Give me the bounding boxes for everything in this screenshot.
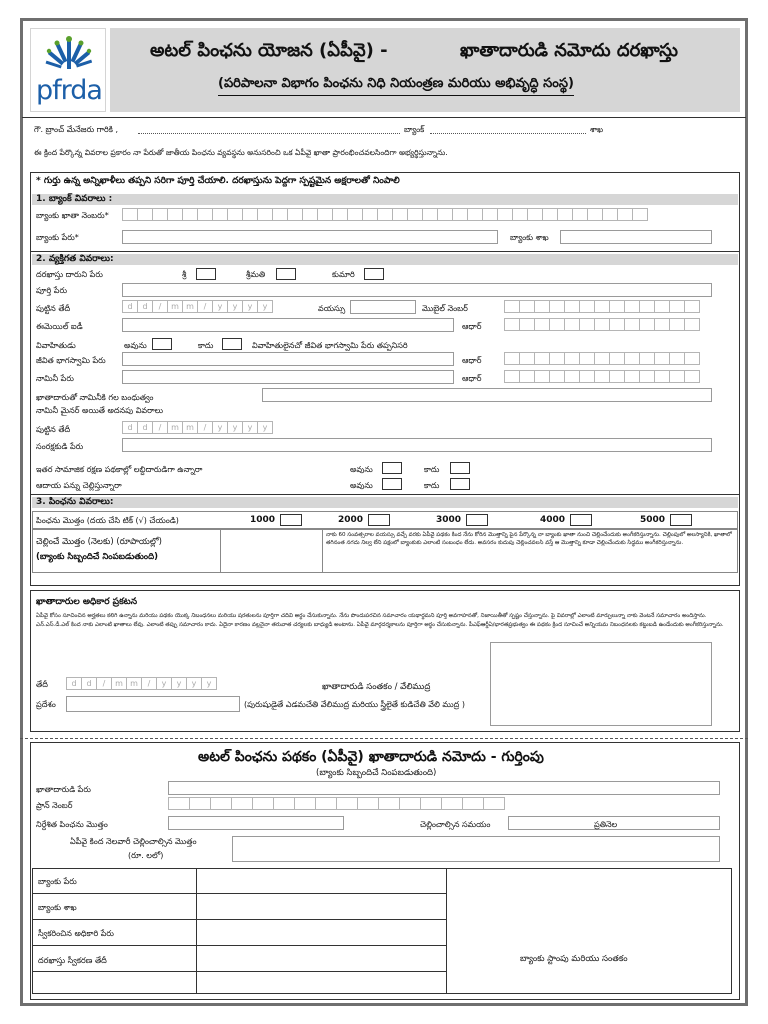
dob-cells[interactable]: d d / m m / y y y y [122, 300, 272, 313]
nominee-name-field[interactable] [122, 370, 454, 384]
bank-name-line[interactable] [138, 133, 400, 134]
payment-monthly: ప్రతినెల [594, 820, 618, 829]
age-label: వయస్సు [318, 304, 346, 313]
title-srimathi-label: శ్రీమతి [246, 270, 266, 279]
logo-flower-icon [31, 29, 107, 79]
amount-4000-checkbox[interactable] [570, 514, 592, 526]
nominee-aadhaar-label: ఆధార్ [462, 374, 482, 383]
other-scheme-yes-label: అవును [350, 465, 373, 474]
bank-name-label: బ్యాంకు పేరు* [36, 233, 79, 242]
married-yes-checkbox[interactable] [152, 338, 172, 350]
thumb-note: (పురుషుడైతే ఎడమచేతి వేలిముద్ర మరియు స్త్రీలైతే కుడిచేతి వేలి ముద్ర ) [244, 700, 465, 709]
amount-3000-checkbox[interactable] [466, 514, 488, 526]
received-date-label: దరఖాస్తు స్వీకరణ తేదీ [38, 956, 107, 965]
amount-1000-label: 1000 [250, 515, 276, 525]
bank-branch-label: బ్యాంకు శాఖ [510, 233, 549, 242]
pran-cells[interactable] [168, 797, 504, 810]
amount-1000-checkbox[interactable] [280, 514, 302, 526]
divider [32, 945, 446, 946]
title-sri-checkbox[interactable] [196, 268, 216, 280]
nominee-name-label: నామినీ పేరు [36, 374, 74, 383]
aadhaar-label: ఆధార్ [462, 322, 482, 331]
declaration-date-label: తేదీ [36, 680, 48, 689]
request-text: ఈ క్రింద పేర్కొన్న వివరాల ప్రకారం నా పేరుతో జాతీయ పింఛను వ్యవస్థను అనుసరించి ఒక ఏపీవై ఖాతా ప్రారంభించవలసిందిగా అభ్యర్థిస్తున్నాను. [34, 148, 448, 157]
ack-holder-name-label: ఖాతాదారుడి పేరు [36, 785, 91, 794]
logo-text: pfrda [36, 75, 102, 106]
addressee-label: గౌ. బ్రాంచ్ మేనేజరు గారికి , [34, 125, 119, 134]
contribution-note: (బ్యాంకు సిబ్బందిచే నింపబడుతుంది) [36, 552, 159, 562]
married-yes-label: అవును [124, 341, 147, 350]
income-tax-label: ఆదాయ పన్ను చెల్లిస్తున్నారా [36, 481, 122, 490]
other-scheme-label: ఇతర సామాజిక రక్షణ పథకాల్లో లబ్దిదారుడిగా ఉన్నారా [36, 465, 203, 474]
account-number-cells[interactable] [122, 208, 647, 221]
amount-2000-checkbox[interactable] [368, 514, 390, 526]
section3-title: 3. పింఛను వివరాలు: [32, 497, 738, 508]
monthly-contribution-unit: (రూ. లలో) [128, 851, 164, 860]
form-title-left: అటల్ పింఛను యోజన (ఏపీవై) - [150, 40, 388, 61]
divider [32, 971, 446, 972]
dob-label: పుట్టిన తేదీ [36, 304, 71, 313]
pension-amount-label: పింఛను మొత్తం (దయ చేసి టిక్ (√) చేయండి) [36, 516, 179, 525]
ack-bank-branch-label: బ్యాంకు శాఖ [38, 903, 77, 912]
signature-label: ఖాతాదారుడి సంతకం / వేలిముద్ర [322, 682, 431, 692]
guardian-name-label: సంరక్షకుడి పేరు [36, 442, 84, 451]
income-tax-yes-checkbox[interactable] [382, 478, 402, 490]
minor-dob-label: పుట్టిన తేదీ [36, 425, 71, 434]
declaration-date-cells[interactable]: d d / m m / y y y y [66, 677, 216, 690]
spouse-aadhaar-cells[interactable] [504, 352, 699, 365]
full-name-field[interactable] [122, 283, 712, 297]
section2-title: 2. వ్యక్తిగత వివరాలు: [32, 254, 738, 265]
fixed-pension-field[interactable] [168, 816, 344, 830]
divider [22, 117, 746, 118]
email-label: ఈమెయిల్ ఐడీ [36, 322, 83, 331]
married-label: వివాహితుడు [36, 341, 76, 350]
branch-name-line[interactable] [430, 133, 586, 134]
payment-time-label: చెల్లించాల్సిన సమయం [420, 820, 491, 829]
bank-name-field[interactable] [122, 230, 498, 244]
declaration-text: ఏపీవై కోసం సూచించిన అర్హతలు కలిగి ఉన్నాను మరియు పథకం యొక్క నిబంధనలు మరియు షరతులను పూర్తిగా చదివి అర్థం చేసుకున్నాను. నేను పొందుపరచిన సమాచారం యథార్థమని పూర్తి అవగాహనతో, నిజాయితీతో స్పష్టం చేస్తున్నాను. పై వివరాల్లో ఎలాంటి మార్పులున్నా నాకు వెంటనే సమాచారం అందిస్తాను. ఎన్.ఎస్.డీ.ఎల్ కింద నాకు ఎలాంటి ఖాతాలు లేవు. ఎలాంటి తప్పు సమాచారం కాదు. ఏదైనా కారణం వల్లనైనా తరువాత చర్యలకు బాధ్యుడి అంటాను. ఏపీవై మార్గదర్శకాలను పూర్తిగా అర్థం చేసుకున్నాను. పీఎఫ్ఆర్డీఏ/భారతప్రభుత్వం ఈ పథకం క్రింద సూచించే అన్నియమ నిబంధనలకు కట్టుబడి ఉండేందుకు అంగీకరిస్తున్నాను. [36, 613, 724, 628]
branch-label: శాఖ [590, 125, 604, 134]
income-tax-yes-label: అవును [350, 481, 373, 490]
divider [32, 893, 446, 894]
account-number-label: బ్యాంకు ఖాతా నెంబరు* [36, 211, 109, 220]
form-subtitle: (పరిపాలనా విభాగం పింఛను నిధి నియంత్రణ మరియు అభివృద్ధి సంస్థ) [218, 76, 574, 96]
other-scheme-no-label: కాదు [424, 465, 440, 474]
title-srimathi-checkbox[interactable] [276, 268, 296, 280]
signature-box[interactable] [490, 642, 712, 726]
amount-5000-label: 5000 [640, 515, 666, 525]
ack-subtitle: (బ్యాంకు సిబ్బందిచే నింపబడుతుంది) [316, 768, 437, 778]
divider [322, 529, 323, 573]
relationship-field[interactable] [262, 388, 712, 402]
pran-label: ప్రాన్ నెంబర్ [36, 801, 73, 810]
monthly-contribution-label: ఏపీవై కింద నెలవారీ చెల్లించాల్సిన మొత్తం [70, 837, 197, 846]
minor-details-label: నామినీ మైనర్ అయితే అదనపు వివరాలు [36, 406, 164, 415]
spouse-note: వివాహితులైనచో జీవిత భాగస్వామి పేరు తప్పనిసరి [252, 341, 408, 350]
contribution-label: చెల్లించే మొత్తం (నెలకు) (రూపాయల్లో) [36, 537, 162, 547]
other-scheme-no-checkbox[interactable] [450, 462, 470, 474]
ack-holder-name-field[interactable] [168, 781, 720, 795]
minor-dob-cells[interactable]: d d / m m / y y y y [122, 421, 272, 434]
title-sri-label: శ్రీ [182, 270, 187, 279]
cut-line [20, 738, 748, 739]
applicant-name-label: దరఖాస్తు దారుని పేరు [36, 270, 103, 279]
guardian-name-field[interactable] [122, 438, 712, 452]
other-scheme-yes-checkbox[interactable] [382, 462, 402, 474]
bank-branch-field[interactable] [560, 230, 712, 244]
receiving-officer-label: స్వీకరించిన అధికారి పేరు [38, 929, 114, 938]
email-field[interactable] [122, 318, 454, 332]
section1-title: 1. బ్యాంక్ వివరాలు : [32, 194, 738, 205]
spouse-name-label: జీవిత భాగస్వామి పేరు [36, 356, 106, 365]
divider [196, 868, 197, 994]
relationship-label: ఖాతాదారుతో నామినీకి గల బంధుత్వం [36, 393, 154, 402]
divider [446, 868, 447, 994]
bank-label: బ్యాంక్ [404, 125, 425, 134]
amount-3000-label: 3000 [436, 515, 462, 525]
mobile-label: మొబైల్ నెంబర్ [422, 304, 468, 313]
ack-bank-name-label: బ్యాంకు పేరు [38, 877, 77, 886]
mobile-cells[interactable] [504, 300, 699, 313]
ack-title: అటల్ పింఛను పథకం (ఏపీవై) ఖాతాదారుడి నమోదు - గుర్తింపు [198, 749, 544, 765]
amount-4000-label: 4000 [540, 515, 566, 525]
fixed-pension-label: నిర్దేశిత పింఛను మొత్తం [36, 820, 108, 829]
consent-text: నాకు 60 సంవత్సరాల వయస్సు వచ్చే వరకు ఏపీవై పథకం కింద నేను కోరిన మొత్తాన్ని పైన పేర్కొన్న నా బ్యాంకు ఖాతా నుంచి చెల్లించేందుకు అంగీకరిస్తున్నాను. చెల్లింపులో అలస్యానికి, ఖాతాలో తగినంత నగదు నిల్వ లేని పక్షంలో బ్యాంకుకు ఎలాంటి సంబంధం లేదు. అవసరం కుదుపు చెల్లించవలసి వస్తే ఆ మొత్తాన్ని కూడా చెల్లించేందుకు సిద్ధము అంగీకరిస్తున్నాను. [326, 532, 732, 546]
title-kumari-label: కుమారి [332, 270, 355, 279]
nominee-aadhaar-cells[interactable] [504, 370, 699, 383]
spouse-name-field[interactable] [122, 352, 454, 366]
full-name-label: పూర్తి పేరు [36, 286, 67, 295]
place-field[interactable] [66, 696, 240, 712]
monthly-contribution-field[interactable] [232, 836, 720, 862]
amount-2000-label: 2000 [338, 515, 364, 525]
aadhaar-cells[interactable] [504, 318, 699, 331]
place-label: ప్రదేశం [36, 700, 56, 709]
divider [220, 529, 221, 573]
income-tax-no-label: కాదు [424, 481, 440, 490]
title-kumari-checkbox[interactable] [364, 268, 384, 280]
bank-ack-grid [32, 868, 732, 994]
married-no-checkbox[interactable] [222, 338, 242, 350]
divider [32, 919, 446, 920]
bank-stamp-label: బ్యాంకు స్టాంపు మరియు సంతకం [520, 954, 628, 964]
form-title-right: ఖాతాదారుడి నమోదు దరఖాస్తు [460, 40, 679, 61]
married-no-label: కాదు [198, 341, 214, 350]
amount-5000-checkbox[interactable] [670, 514, 692, 526]
age-field[interactable] [350, 300, 416, 314]
declaration-title: ఖాతాదారుల అధికార ప్రకటన [36, 597, 138, 607]
pfrda-logo [30, 28, 106, 112]
notice: * గుర్తు ఉన్న అన్నిఖాళీలు తప్పని సరిగా పూర్తి చేయాలి. దరఖాస్తును పెద్దగా స్పష్టమైన అక్షరాలతో నింపాలి [36, 176, 400, 186]
spouse-aadhaar-label: ఆధార్ [462, 356, 482, 365]
income-tax-no-checkbox[interactable] [450, 478, 470, 490]
